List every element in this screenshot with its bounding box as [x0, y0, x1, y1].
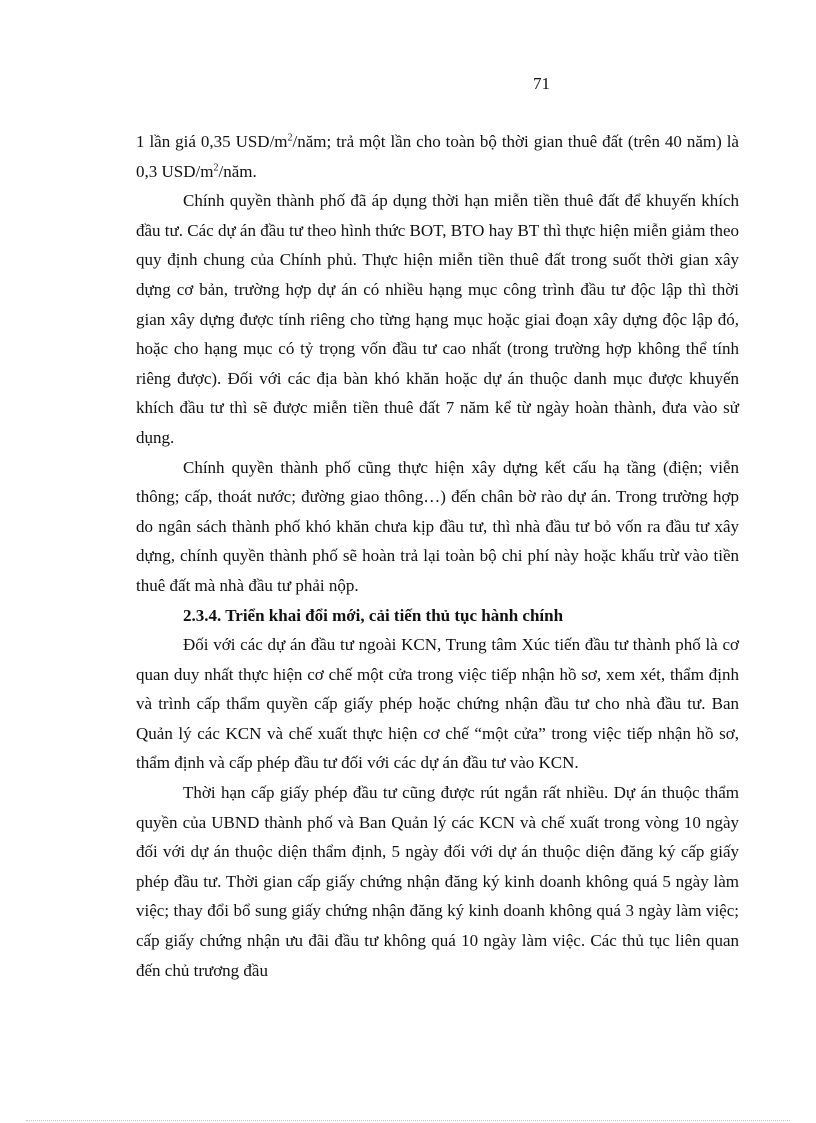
paragraph-text-segment: /năm; trả một lần cho toàn bộ thời gian thuê đất (trên 40 năm) là 0,3 USD/m [136, 132, 739, 181]
paragraph-text-segment: 1 lần giá 0,35 USD/m [136, 132, 288, 151]
superscript-2: 2 [213, 161, 219, 173]
section-heading: 2.3.4. Triển khai đổi mới, cải tiến thủ tục hành chính [183, 605, 564, 625]
document-body [136, 127, 739, 985]
paragraph-land-rent-rates [136, 127, 739, 186]
paragraph-licensing-time: Thời hạn cấp giấy phép đầu tư cũng được rút ngắn rất nhiều. Dự án thuộc thẩm quyền của UBND thành phố và Ban Quản lý các KCN và chế xuất trong vòng 10 ngày đối với dự án thuộc diện thẩm định, 5 ngày đối với dự án thuộc diện đăng ký cấp giấy phép đầu tư. Thời gian cấp giấy chứng nhận đăng ký kinh doanh không quá 5 ngày làm việc; thay đổi bổ sung giấy chứng nhận đăng ký kinh doanh không quá 3 ngày làm việc; cấp giấy chứng nhận ưu đãi đầu tư không quá 10 ngày làm việc. Các thủ tục liên quan đến chủ trương đầu [136, 783, 739, 980]
superscript-2: 2 [287, 132, 293, 144]
page-bottom-divider [26, 1120, 790, 1121]
paragraph-infrastructure: Chính quyền thành phố cũng thực hiện xây dựng kết cấu hạ tầng (điện; viễn thông; cấp, thoát nước; đường giao thông…) đến chân bờ rào dự án. Trong trường hợp do ngân sách thành phố khó khăn chưa kịp đầu tư, thì nhà đầu tư bỏ vốn ra đầu tư xây dựng, chính quyền thành phố sẽ hoàn trả lại toàn bộ chi phí này hoặc khấu trừ vào tiền thuê đất mà nhà đầu tư phải nộp. [136, 457, 739, 595]
paragraph-text-segment: /năm. [218, 161, 257, 181]
page-number: 71 [533, 74, 550, 93]
paragraph-one-stop-shop: Đối với các dự án đầu tư ngoài KCN, Trung tâm Xúc tiến đầu tư thành phố là cơ quan duy nhất thực hiện cơ chế một cửa trong việc tiếp nhận hồ sơ, xem xét, thẩm định và trình cấp thẩm quyền cấp giấy phép hoặc chứng nhận đầu tư cho nhà đầu tư. Ban Quản lý các KCN và chế xuất thực hiện cơ chế “một cửa” trong việc tiếp nhận hồ sơ, thẩm định và cấp phép đầu tư đối với các dự án đầu tư vào KCN. [136, 635, 739, 773]
paragraph-rent-exemption: Chính quyền thành phố đã áp dụng thời hạn miễn tiền thuê đất để khuyến khích đầu tư. Các dự án đầu tư theo hình thức BOT, BTO hay BT thì thực hiện miễn giảm theo quy định chung của Chính phủ. Thực hiện miễn tiền thuê đất trong suốt thời gian xây dựng cơ bản, trường hợp dự án có nhiều hạng mục công trình đầu tư độc lập thì thời gian xây dựng được tính riêng cho từng hạng mục hoặc giai đoạn xây dựng độc lập đó, hoặc cho hạng mục có tỷ trọng vốn đầu tư cao nhất (trong trường hợp không thể tính riêng được). Đối với các địa bàn khó khăn hoặc dự án thuộc danh mục được khuyến khích đầu tư thì sẽ được miễn tiền thuê đất 7 năm kể từ ngày hoàn thành, đưa vào sử dụng. [136, 191, 739, 447]
